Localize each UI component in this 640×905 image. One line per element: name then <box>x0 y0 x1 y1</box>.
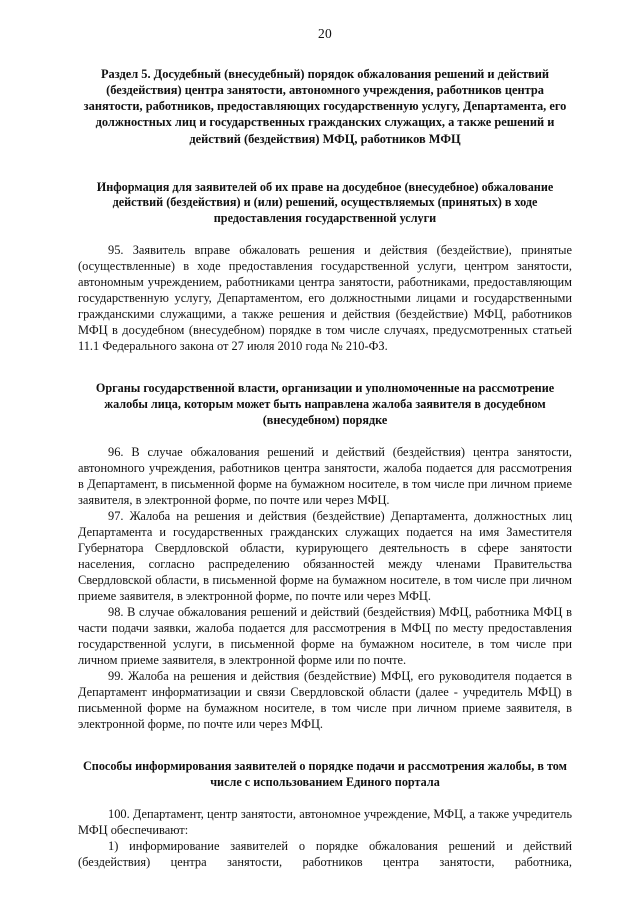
subheading-right-to-appeal: Информация для заявителей об их праве на досудебное (внесудебное) обжалование действий (бездействия) и (или) решений, осуществляемых (принятых) в ходе предоставления государственной услуги <box>96 179 554 226</box>
paragraph-99: 99. Жалоба на решения и действия (бездействие) МФЦ, его руководителя подается в Департамент информатизации и связи Свердловской области (далее - учредитель МФЦ) в письменной форме на бумажном носителе, в том числе при личном приеме заявителя, в электронной форме, по почте или через МФЦ. <box>78 668 572 731</box>
page-number: 20 <box>318 26 332 41</box>
section-heading: Раздел 5. Досудебный (внесудебный) порядок обжалования решений и действий (бездействия) центра занятости, автономного учреждения, работников центра занятости, работников, предоставляющих государственную услугу, Департамента, его должностных лиц и государственных гражданских служащих, а также решений и действий (бездействия) МФЦ, работников МФЦ <box>83 67 567 146</box>
paragraph-100: 100. Департамент, центр занятости, автономное учреждение, МФЦ, а также учредитель МФЦ обеспечивают: <box>78 806 572 837</box>
paragraph-95: 95. Заявитель вправе обжаловать решения и действия (бездействие), принятые (осуществленные) в ходе предоставления государственной услуги, центром занятости, автономным учреждением, работниками центра занятости, работниками, предоставляющим государственную услугу, Департаментом, его должностными лицами и государственными гражданскими служащими, а также решения и действия (бездействие) МФЦ, работников МФЦ в досудебном (внесудебном) порядке в том числе случаях, предусмотренных статьей 11.1 Федерального закона от 27 июля 2010 года № 210-ФЗ. <box>78 243 572 354</box>
paragraph-96: 96. В случае обжалования решений и действий (бездействия) центра занятости, автономного учреждения, работников центра занятости, жалоба подается для рассмотрения в Департамент, в письменной форме на бумажном носителе, в том числе при личном приеме заявителя, в электронной форме, по почте или через МФЦ. <box>78 444 572 507</box>
subheading-information-methods: Способы информирования заявителей о порядке подачи и рассмотрения жалобы, в том числе с использованием Единого портала <box>83 758 567 789</box>
paragraph-100-item-1: 1) информирование заявителей о порядке обжалования решений и действий (бездействия) центра занятости, работников центра занятости, работника, <box>78 838 572 869</box>
subheading-authorities: Органы государственной власти, организации и уполномоченные на рассмотрение жалобы лица, которым может быть направлена жалоба заявителя в досудебном (внесудебном) порядке <box>95 381 555 427</box>
paragraph-98: 98. В случае обжалования решений и действий (бездействия) МФЦ, работника МФЦ в части подачи заявки, жалоба подается для рассмотрения в МФЦ по месту предоставления государственной услуги, в письменной форме на бумажном носителе, в том числе при личном приеме заявителя, в электронной форме или по почте. <box>78 604 572 667</box>
paragraph-97: 97. Жалоба на решения и действия (бездействие) Департамента, должностных лиц Департамента и государственных гражданских служащих подается на имя Заместителя Губернатора Свердловской области, курирующего деятельность в сфере занятости населения, согласно распределению обязанностей между членами Правительства Свердловской области, в письменной форме на бумажном носителе, в том числе при личном приеме заявителя, в электронной форме, по почте или через МФЦ. <box>78 508 572 603</box>
